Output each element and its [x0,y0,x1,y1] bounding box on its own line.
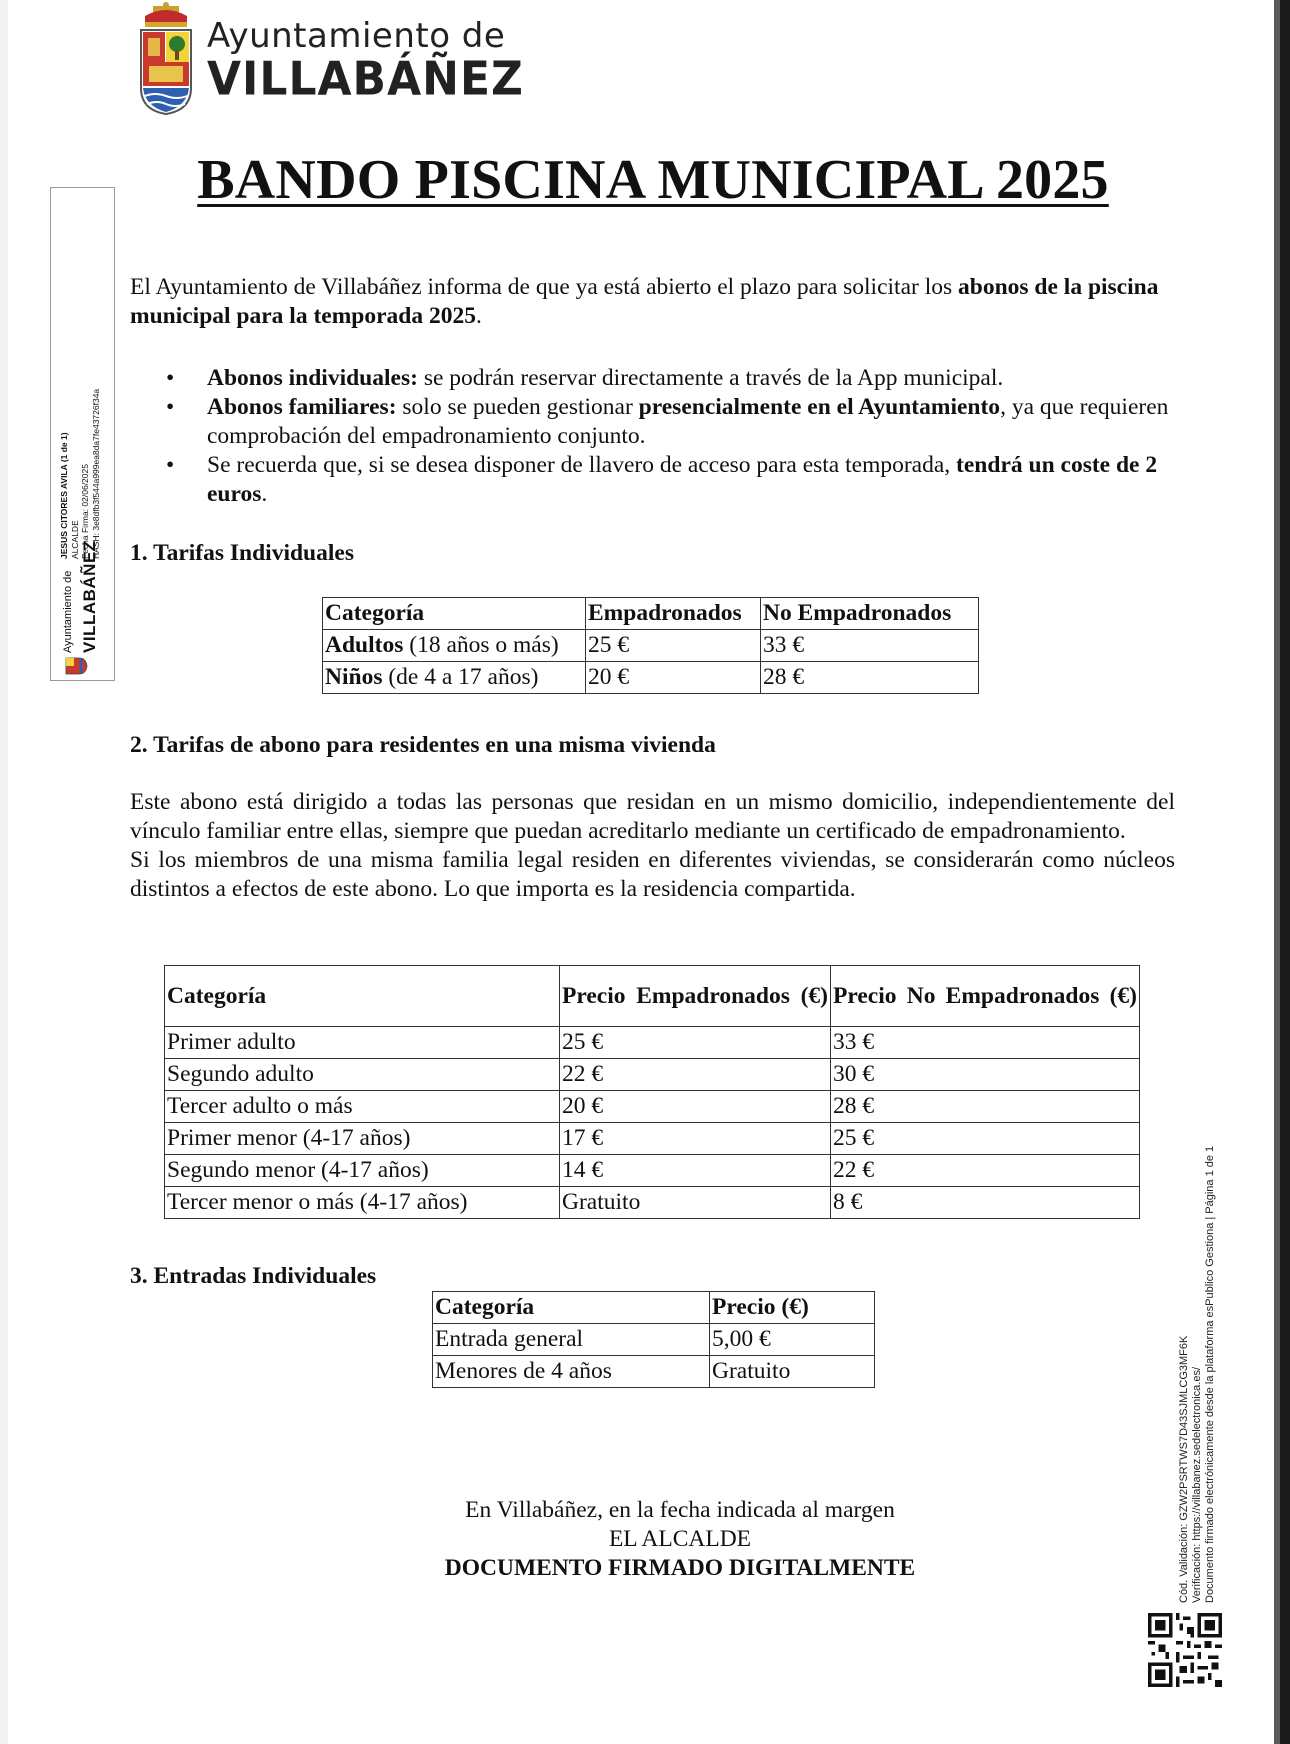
list-item [166,364,1176,393]
stamp-metadata [59,389,101,559]
household-rates-table [164,965,1140,1219]
stamp-town-line2: VILLABÁÑEZ [80,540,99,653]
bullet-end: . [261,481,268,507]
category-bold: Niños [325,664,383,690]
table-cell: 14 € [560,1155,831,1187]
closing-signed-note: DOCUMENTO FIRMADO DIGITALMENTE [444,1555,916,1581]
verification-code: Cód. Validación: GZW2PSRTWS7D43SJMLCG3MF6K [1178,1335,1190,1603]
column-header: Precio (€) [710,1292,875,1324]
bullet-text: se podrán reservar directamente a través de la App municipal. [417,365,1004,391]
table-row [165,1123,1140,1155]
table-header-row [323,598,979,630]
table-cell [323,662,586,694]
verification-text [1178,1071,1228,1603]
table-row [433,1324,875,1356]
table-cell: 22 € [560,1059,831,1091]
table-cell: 25 € [560,1027,831,1059]
section2-heading: 2. Tarifas de abono para residentes en una misma vivienda [130,732,716,758]
closing-block [330,1496,1030,1583]
stamp-hash: HASH: 3e8dfb3f544a999ea8da7fe43726f34a [90,388,101,559]
list-item [166,393,1176,451]
section2-paragraph-1: Este abono está dirigido a todas las personas que residan en un mismo domicilio, independientemente del vínculo familiar entre ellas, siempre que puedan acreditarlo mediante un certificado de empadronamiento. [130,789,1175,844]
qr-code-icon [1148,1613,1222,1687]
table-cell: Menores de 4 años [433,1356,710,1388]
table-cell: 28 € [831,1091,1140,1123]
table-cell: Gratuito [710,1356,875,1388]
closing-role: EL ALCALDE [608,1526,752,1552]
logo-line2: VILLABÁÑEZ [207,52,524,107]
column-header: Precio Empadronados (€) [560,966,831,1027]
column-header: No Empadronados [761,598,979,630]
table-cell: 28 € [761,662,979,694]
table-cell: Primer menor (4-17 años) [165,1123,560,1155]
table-cell: 8 € [831,1187,1140,1219]
stamp-role: ALCALDE [69,520,80,559]
bullet-text: Se recuerda que, si se desea disponer de llavero de acceso para esta temporada, [207,452,957,478]
table-row [433,1356,875,1388]
bullet-bold: Abonos individuales: [207,365,418,391]
table-cell: 20 € [560,1091,831,1123]
table-cell: 17 € [560,1123,831,1155]
list-item [166,451,1176,509]
section2-paragraph-2: Si los miembros de una misma familia legal residen en diferentes viviendas, se considerarán como núcleos distintos a efectos de este abono. Lo que importa es la residencia compartida. [130,847,1175,902]
table-cell: 25 € [586,630,761,662]
stamp-date: Fecha Firma: 02/06/2025 [80,464,90,559]
stamp-town-line1: Ayuntamiento de [62,570,74,653]
municipality-logo-text [207,16,524,107]
table-cell: Segundo menor (4-17 años) [165,1155,560,1187]
section1-heading: 1. Tarifas Individuales [130,540,354,566]
section2-body [130,788,1175,904]
table-cell [323,630,586,662]
stamp-shield-icon [64,657,88,675]
verification-url: Verificación: https://villabanez.sedelectronica.es/ [1191,1366,1203,1603]
closing-place-date: En Villabáñez, en la fecha indicada al margen [465,1497,895,1523]
signature-stamp [50,187,115,681]
table-cell: 25 € [831,1123,1140,1155]
table-row [165,1027,1140,1059]
signature-stamp-content [54,185,111,677]
column-header: Precio No Empadronados (€) [831,966,1140,1027]
table-cell: Gratuito [560,1187,831,1219]
bullet-text-2: , ya que requieren comprobación del empadronamiento conjunto. [207,394,1169,449]
table-row [165,1187,1140,1219]
category-rest: (18 años o más) [403,632,559,658]
table-cell: 20 € [586,662,761,694]
bullet-text: solo se pueden gestionar [396,394,639,420]
column-header: Categoría [165,966,560,1027]
table-cell: 33 € [831,1027,1140,1059]
table-row [323,630,979,662]
table-cell: Segundo adulto [165,1059,560,1091]
column-header: Empadronados [586,598,761,630]
stamp-signer: JESUS CITORES AVILA (1 de 1) [59,432,69,559]
bullet-bold: Abonos familiares: [207,394,397,420]
bullet-icon: • [166,365,175,391]
intro-paragraph [130,273,1175,331]
bullet-bold: tendrá un coste de 2 euros [207,452,1158,507]
bullet-bold-2: presencialmente en el Ayuntamiento [638,394,1001,420]
page-edge-dark [1280,0,1290,1744]
table-cell: Tercer adulto o más [165,1091,560,1123]
category-rest: (de 4 a 17 años) [382,664,539,690]
table-header-row [165,966,1140,1027]
bullet-list [166,364,1176,509]
intro-bold: abonos de la piscina municipal para la temporada 2025 [130,274,1159,329]
table-row [165,1059,1140,1091]
verification-note: Documento firmado electrónicamente desde la plataforma esPublico Gestiona | Página 1 de 1 [1204,1145,1216,1603]
bullet-icon: • [166,452,175,478]
intro-text: El Ayuntamiento de Villabáñez informa de que ya está abierto el plazo para solicitar los [130,274,958,300]
table-cell: 5,00 € [710,1324,875,1356]
table-cell: 22 € [831,1155,1140,1187]
bullet-icon: • [166,394,175,420]
table-cell: 30 € [831,1059,1140,1091]
page-left-shade [0,0,8,1744]
table-cell: Entrada general [433,1324,710,1356]
table-cell: 33 € [761,630,979,662]
document-title: BANDO PISCINA MUNICIPAL 2025 [197,149,1109,211]
section3-heading: 3. Entradas Individuales [130,1263,377,1289]
table-cell: Tercer menor o más (4-17 años) [165,1187,560,1219]
table-row [165,1155,1140,1187]
table-row [323,662,979,694]
single-entry-table [432,1291,875,1388]
intro-end: . [475,303,482,329]
coat-of-arms-logo [135,2,197,118]
column-header: Categoría [323,598,586,630]
column-header: Categoría [433,1292,710,1324]
category-bold: Adultos [325,632,404,658]
table-header-row [433,1292,875,1324]
table-row [165,1091,1140,1123]
table-cell: Primer adulto [165,1027,560,1059]
individual-rates-table [322,597,979,694]
logo-line1: Ayuntamiento de [207,16,506,56]
